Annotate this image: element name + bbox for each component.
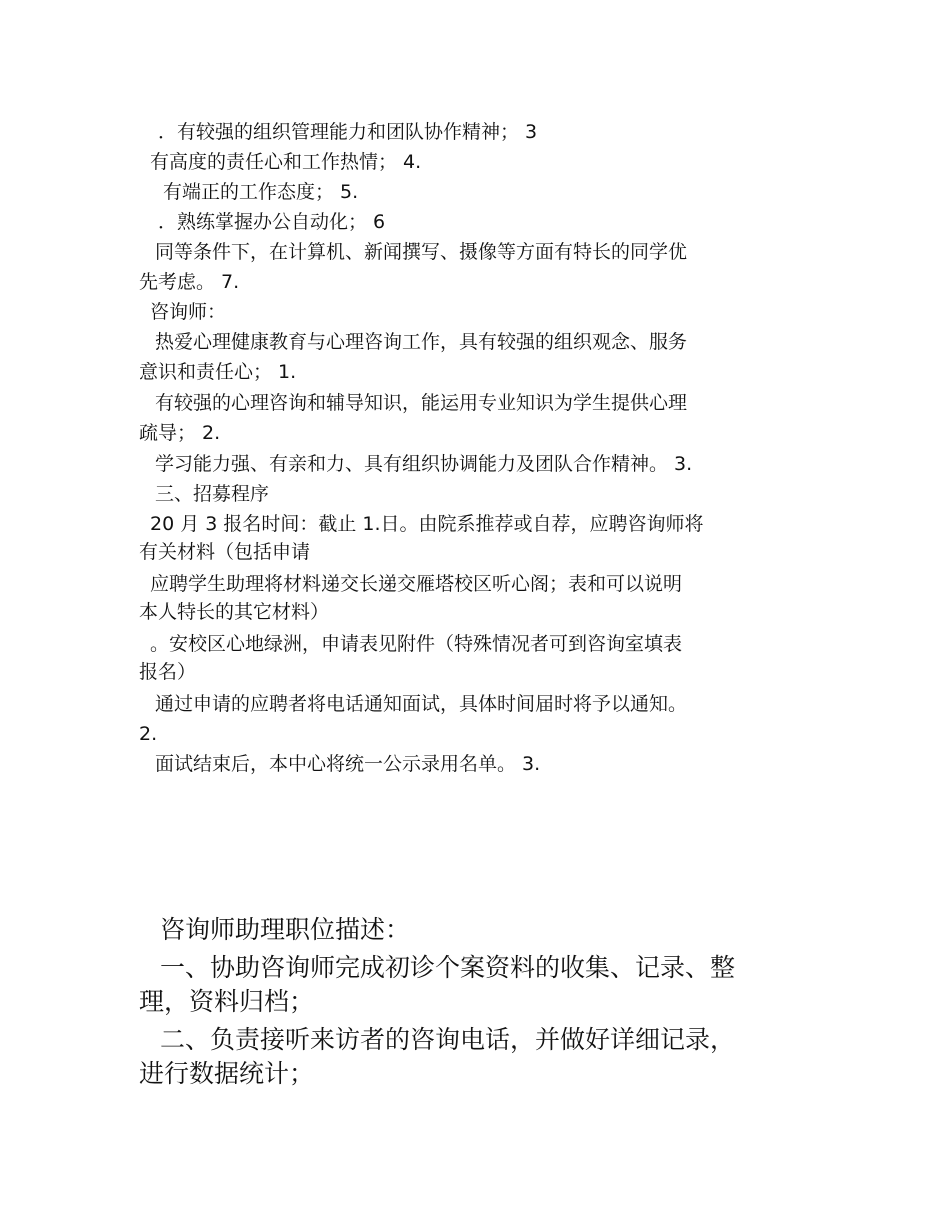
text-line: 。安校区心地绿洲，申请表见附件（特殊情况者可到咨询室填表: [150, 633, 683, 655]
text-line: 有关材料（包括申请: [139, 541, 311, 563]
text-line: 本人特长的其它材料）: [139, 601, 330, 623]
text-line: 通过申请的应聘者将电话通知面试，具体时间届时将予以通知。: [155, 693, 688, 715]
duty-line: 二、负责接听来访者的咨询电话，并做好详细记录，: [160, 1025, 736, 1054]
text-line: ．有较强的组织管理能力和团队协作精神； 3: [158, 121, 538, 143]
job-description-heading: 咨询师助理职位描述：: [160, 915, 411, 944]
text-line: 有端正的工作态度； 5.: [163, 181, 359, 203]
text-line: 学习能力强、有亲和力、具有组织协调能力及团队合作精神。 3.: [155, 453, 693, 475]
text-line: 热爱心理健康教育与心理咨询工作，具有较强的组织观念、服务: [155, 331, 688, 353]
text-line: 有较强的心理咨询和辅导知识，能运用专业知识为学生提供心理: [155, 392, 688, 414]
text-line: 有高度的责任心和工作热情； 4.: [150, 151, 422, 173]
text-line: 先考虑。 7.: [139, 271, 240, 293]
text-line: 报名）: [139, 661, 197, 683]
text-line: 意识和责任心； 1.: [139, 361, 297, 383]
text-line: 20 月 3 报名时间：截止 1.日。由院系推荐或自荐，应聘咨询师将: [150, 513, 704, 535]
text-line: 2.: [139, 723, 158, 745]
text-line: 疏导； 2.: [139, 422, 221, 444]
section-heading: 三、招募程序: [155, 483, 270, 505]
text-line: 咨询师：: [150, 301, 227, 323]
text-line: ．熟练掌握办公自动化； 6: [158, 211, 386, 233]
text-line: 面试结束后，本中心将统一公示录用名单。 3.: [155, 753, 541, 775]
duty-line: 理，资料归档；: [139, 987, 315, 1016]
text-line: 应聘学生助理将材料递交长递交雁塔校区听心阁；表和可以说明: [150, 573, 683, 595]
duty-line: 进行数据统计；: [139, 1059, 315, 1088]
text-line: 同等条件下，在计算机、新闻撰写、摄像等方面有特长的同学优: [155, 241, 688, 263]
duty-line: 一、协助咨询师完成初诊个案资料的收集、记录、整: [160, 953, 736, 982]
